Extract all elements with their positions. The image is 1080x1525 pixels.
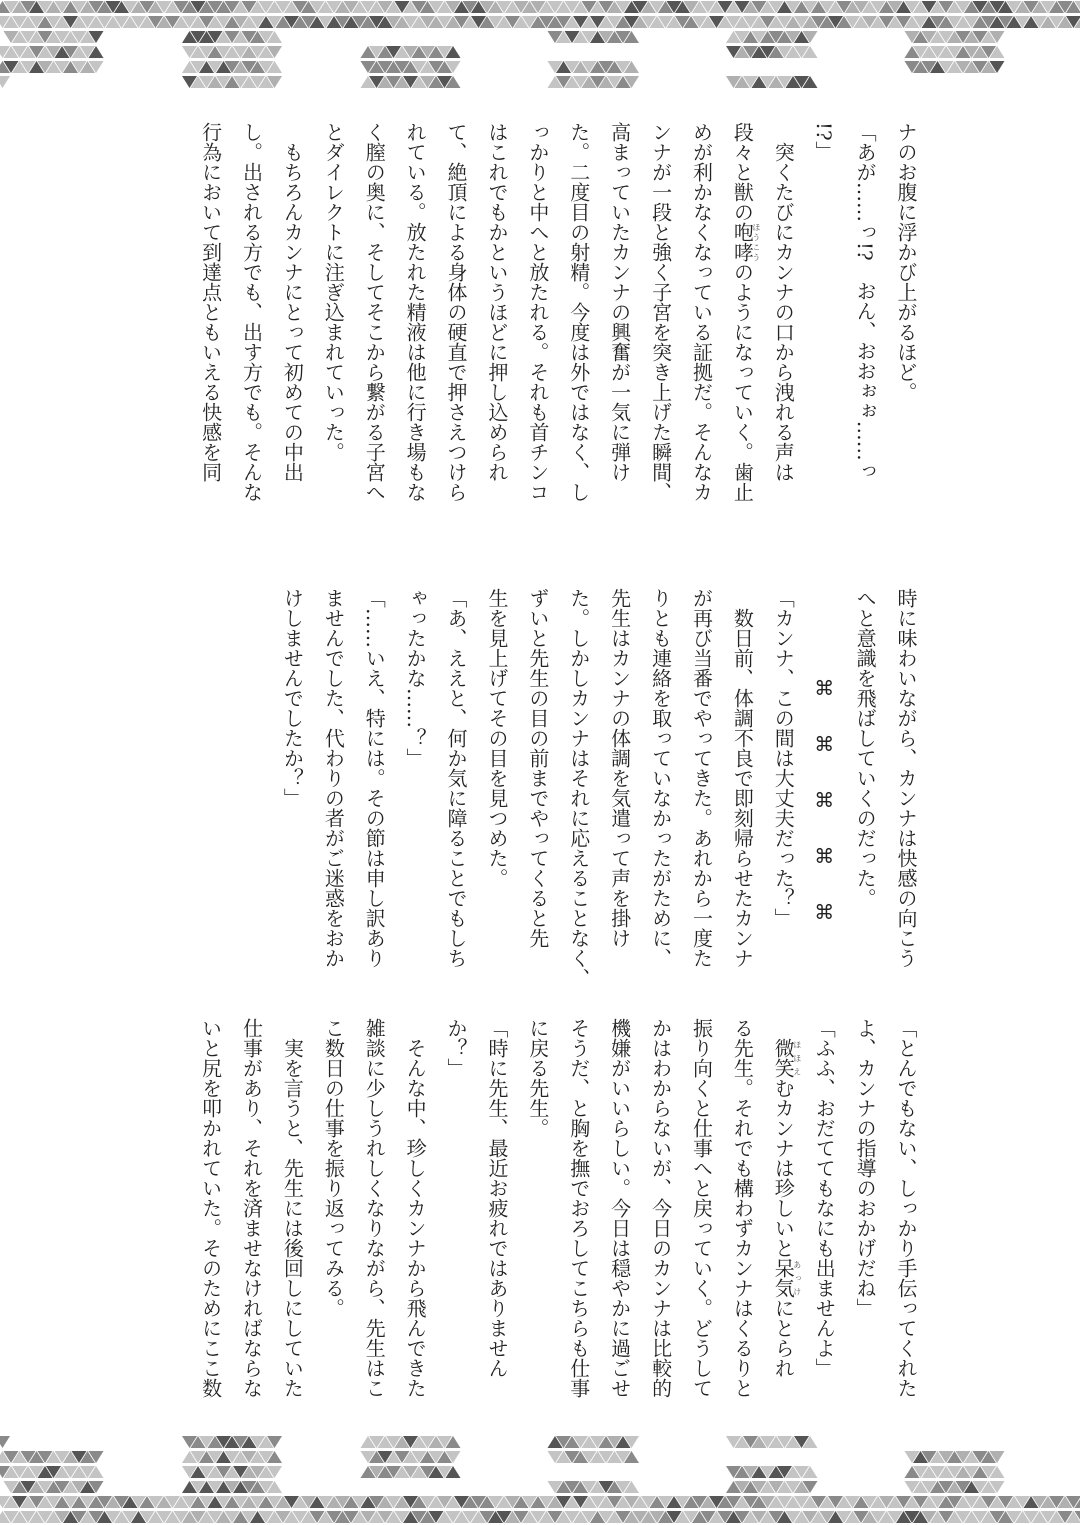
text-run: に戻る先生。	[525, 1018, 550, 1138]
triangle-tile	[0, 1436, 10, 1448]
text-run: ナのお腹に浮かび上がるほど。	[894, 122, 918, 402]
text-run: 先生はカンナの体調を気遣って声を掛け	[607, 588, 632, 948]
text-column	[762, 1018, 803, 1418]
text-run: が再び当番でやってきた。あれから一度た	[689, 588, 714, 968]
text-run: いと尻を叩かれていた。そのためにここ数	[198, 1018, 223, 1398]
text-column	[885, 588, 926, 988]
text-run: 生を見上げてその目を見つめた。	[484, 588, 509, 888]
text-column	[721, 1018, 762, 1418]
text-run: 高まっていたカンナの興奮が一気に弾け	[607, 122, 632, 482]
text-run: へと意識を飛ばしていくのだった。	[853, 588, 878, 908]
text-run: 「とんでもない、しっかり手伝ってくれた	[894, 1018, 918, 1398]
text-run: 振り向くと仕事へと戻っていく。どうして	[689, 1018, 714, 1398]
text-column	[476, 122, 517, 522]
text-run: 「時に先生、最近お疲れではありません	[484, 1018, 509, 1378]
text-column	[435, 588, 476, 988]
text-column	[558, 588, 599, 988]
text-column	[558, 1018, 599, 1418]
text-run: 機嫌がいいらしい。今日は穏やかに過ごせ	[607, 1018, 632, 1398]
text-run: にとられ	[771, 1298, 796, 1378]
text-block-bottom	[186, 1018, 926, 1418]
text-run: 「ふふ、おだててもなにも出ませんよ」	[812, 1018, 837, 1378]
text-run: ずいと先生の目の前までやってくると先	[525, 588, 550, 948]
text-run: 仕事があり、それを済ませなければならな	[239, 1018, 264, 1398]
text-column	[599, 122, 640, 522]
section-break-symbols	[803, 588, 844, 988]
ruby-base: 微笑	[771, 1038, 796, 1078]
text-column	[599, 1018, 640, 1418]
text-run: れている。放たれた精液は他に行き場もな	[403, 122, 428, 502]
text-column	[353, 1018, 394, 1418]
text-column	[762, 122, 803, 522]
text-run: そんな中、珍しくカンナから飛んできた	[403, 1018, 428, 1398]
text-run: こ数日の仕事を振り返ってみる。	[321, 1018, 346, 1318]
text-column	[272, 588, 313, 988]
text-run: た。二度目の射精。今度は外ではなく、し	[566, 122, 591, 502]
text-column	[353, 122, 394, 522]
text-block-top	[186, 122, 926, 522]
text-column	[476, 1018, 517, 1418]
text-column	[312, 588, 353, 988]
text-run: そうだ、と胸を撫でおろしてこちらも仕事	[566, 1018, 591, 1398]
ruby-base: 呆気	[771, 1258, 796, 1298]
text-run: る先生。それでも構わずカンナはくるりと	[730, 1018, 755, 1398]
text-run: 時に味わいながら、カンナは快感の向こう	[894, 588, 918, 968]
text-block-middle	[186, 588, 926, 988]
text-run: か？」	[444, 1018, 469, 1078]
text-column	[721, 588, 762, 988]
text-column	[517, 1018, 558, 1418]
text-column	[312, 1018, 353, 1418]
text-column	[517, 588, 558, 988]
text-run: ⌘ ⌘ ⌘ ⌘ ⌘	[812, 676, 837, 930]
decorative-triangle-pattern-top	[0, 0, 1080, 100]
text-column	[885, 122, 926, 522]
text-run: し。出される方でも、出す方でも。そんな	[239, 122, 264, 502]
text-run: のようになっていく。歯止	[730, 262, 755, 502]
text-column	[517, 122, 558, 522]
text-run: 雑談に少しうれしくなりながら、先生はこ	[362, 1018, 387, 1398]
text-column	[190, 1018, 231, 1418]
text-column	[435, 122, 476, 522]
text-column	[844, 588, 885, 988]
text-column	[803, 122, 844, 522]
text-column	[844, 122, 885, 522]
text-run: ンナが一段と強く子宮を突き上げた瞬間、	[648, 122, 673, 502]
text-column	[312, 122, 353, 522]
text-column	[885, 1018, 926, 1418]
text-run: く膣の奥に、そしてそこから繋がる子宮へ	[362, 122, 387, 502]
text-column	[681, 122, 722, 522]
ruby-base: 咆哮	[730, 222, 755, 262]
ruby-reading: ほほえ	[792, 1038, 802, 1078]
ruby-annotation	[730, 222, 761, 262]
text-run: はこれでもかというほどに押し込められ	[484, 122, 509, 482]
text-run: めが利かなくなっている証拠だ。そんなカ	[689, 122, 714, 502]
ruby-reading: ほうこう	[751, 222, 761, 262]
text-run	[771, 1018, 795, 1038]
text-column	[844, 1018, 885, 1418]
decorative-triangle-pattern-bottom	[0, 1425, 1080, 1525]
text-run: 行為において到達点ともいえる快感を同	[198, 122, 223, 482]
text-column	[435, 1018, 476, 1418]
text-column	[558, 122, 599, 522]
triangle-tile	[0, 76, 10, 88]
text-column	[394, 1018, 435, 1418]
text-column	[762, 588, 803, 988]
text-column	[353, 588, 394, 988]
text-column	[394, 588, 435, 988]
text-run: 「……いえ、特には。その節は申し訳あり	[362, 588, 387, 968]
text-column	[476, 588, 517, 988]
text-column	[272, 1018, 313, 1418]
text-column	[681, 588, 722, 988]
text-run: ませんでした、代わりの者がご迷惑をおか	[321, 588, 346, 968]
text-column	[721, 122, 762, 522]
text-run: 実を言うと、先生には後回しにしていた	[280, 1018, 305, 1398]
text-run: けしませんでしたか？」	[280, 588, 305, 808]
text-run: た。しかしカンナはそれに応えることなく、	[566, 588, 591, 988]
text-column	[803, 1018, 844, 1418]
text-column	[272, 122, 313, 522]
text-column	[231, 122, 272, 522]
ruby-annotation	[771, 1258, 802, 1298]
text-run: 「カンナ、この間は大丈夫だった？」	[771, 588, 796, 928]
text-column	[599, 588, 640, 988]
text-run: 数日前、体調不良で即刻帰らせたカンナ	[730, 588, 755, 968]
text-run: もちろんカンナにとって初めての中出	[280, 122, 305, 482]
text-run: とダイレクトに注ぎ込まれていった。	[321, 122, 346, 462]
text-column	[394, 122, 435, 522]
text-column	[640, 1018, 681, 1418]
text-run: 「あ、ええと、何か気に障ることでもしち	[444, 588, 469, 968]
text-run: りとも連絡を取っていなかったがために、	[648, 588, 673, 968]
text-column	[681, 1018, 722, 1418]
text-column	[231, 1018, 272, 1418]
text-run: よ、カンナの指導のおかげだね」	[853, 1018, 878, 1318]
text-column	[190, 122, 231, 522]
text-column	[640, 588, 681, 988]
text-run: っかりと中へと放たれる。それも首チンコ	[525, 122, 550, 502]
text-run: かはわからないが、今日のカンナは比較的	[648, 1018, 673, 1398]
text-run: !?」	[812, 122, 837, 161]
text-run: て、絶頂による身体の硬直で押さえつけら	[444, 122, 469, 502]
text-run: 「あが……っ!? おん、おおぉぉ……っ	[853, 122, 878, 481]
ruby-annotation	[771, 1038, 802, 1078]
text-run: 突くたびにカンナの口から洩れる声は	[771, 122, 796, 482]
text-run: むカンナは珍しいと	[771, 1078, 796, 1258]
text-run: 段々と獣の	[730, 122, 755, 222]
text-run: ゃったかな……？」	[403, 588, 428, 768]
text-column	[640, 122, 681, 522]
ruby-reading: あっけ	[792, 1258, 802, 1298]
